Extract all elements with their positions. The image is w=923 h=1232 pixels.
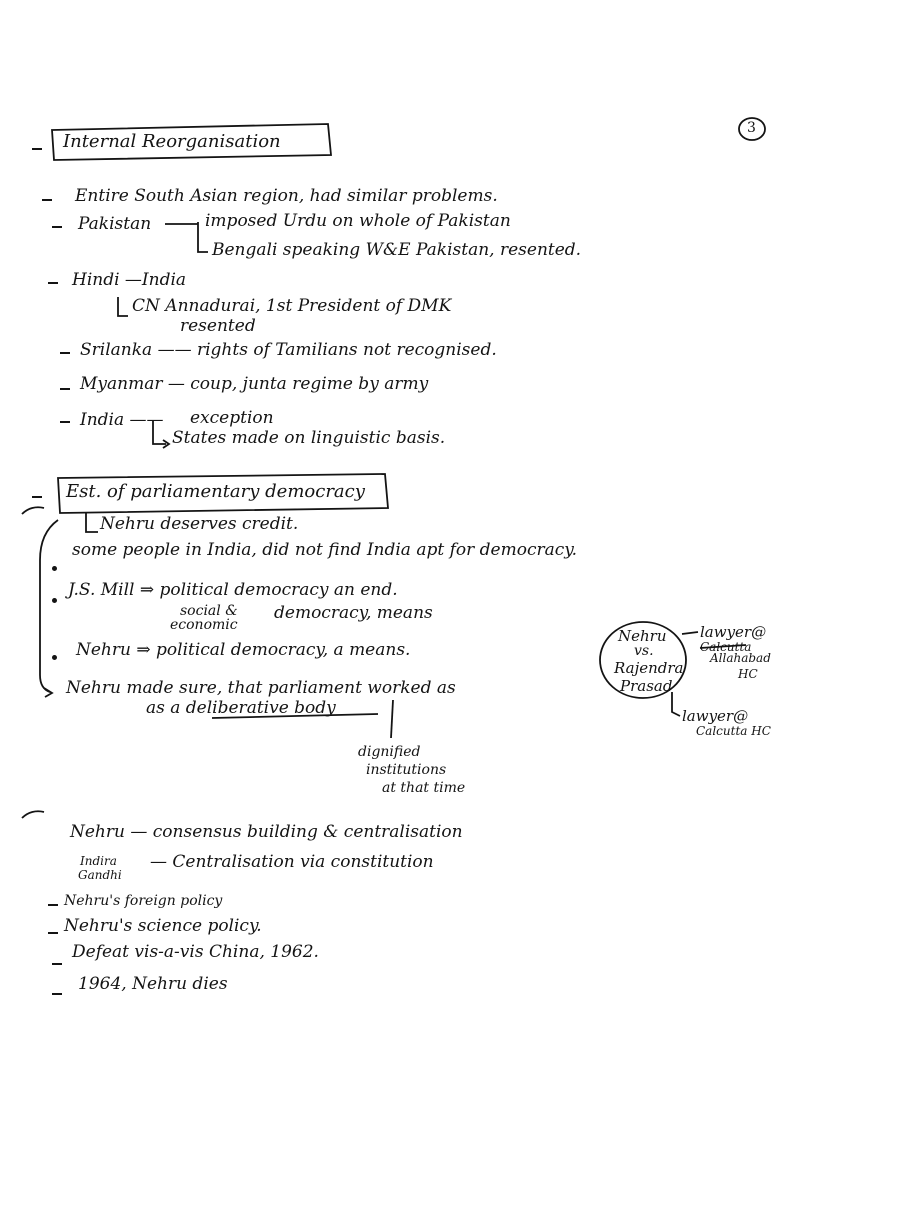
dash (48, 282, 58, 284)
dignified-2: institutions (366, 762, 447, 778)
line-south-asia: Entire South Asian region, had similar problems. (75, 186, 498, 206)
bullet-js-mill: J.S. Mill ⇒ political democracy an end. (68, 580, 398, 600)
nehru-consensus: Nehru — consensus building & centralisation (70, 822, 463, 842)
dash (52, 993, 62, 995)
dignified-connector (391, 700, 393, 738)
defeat-china: Defeat vis-a-vis China, 1962. (72, 942, 319, 962)
diagram-prasad: Prasad (620, 677, 673, 695)
nehru-credit: Nehru deserves credit. (100, 514, 299, 534)
dignified-3: at that time (382, 780, 466, 796)
dash (52, 963, 62, 965)
pakistan-sub-2: Bengali speaking W&E Pakistan, resented. (212, 240, 582, 260)
hindi-bracket (118, 297, 128, 316)
democracy-means: democracy, means (274, 603, 433, 623)
nehru-foreign-policy: Nehru's foreign policy (64, 893, 223, 909)
diagram-hc: HC (738, 667, 758, 681)
pakistan-label: Pakistan (78, 214, 152, 234)
hindi-sub: CN Annadurai, 1st President of DMK (132, 296, 452, 316)
dash (48, 932, 58, 934)
srilanka-line: Srilanka —— rights of Tamilians not recognised. (80, 340, 497, 360)
india-sub-2: States made on linguistic basis. (172, 428, 446, 448)
dash (52, 226, 62, 228)
deliberative-body: as a deliberative body (146, 698, 336, 718)
india-label: India —— (80, 410, 164, 430)
dignified-1: dignified (358, 744, 421, 760)
social-label: social & (180, 603, 238, 619)
diagram-vs: vs. (634, 643, 654, 659)
diagram-nehru: Nehru (618, 627, 667, 645)
diagram-struck-calcutta: Calcutta (700, 640, 752, 654)
india-sub-1: exception (190, 408, 274, 428)
pakistan-sub-1: imposed Urdu on whole of Pakistan (205, 211, 511, 231)
dash (42, 199, 52, 201)
diagram-right-connector (682, 632, 698, 634)
pakistan-bracket (165, 222, 208, 252)
economic-label: economic (170, 617, 238, 633)
diagram-lawyer-right: lawyer@ (700, 623, 767, 641)
hindi-label: Hindi —India (72, 270, 187, 290)
indira-centralisation: — Centralisation via constitution (150, 852, 434, 872)
bullet (52, 598, 57, 603)
dash (60, 388, 70, 390)
dash (32, 496, 42, 498)
diagram-rajendra: Rajendra (614, 659, 684, 677)
credit-bracket (86, 512, 98, 532)
diagram-calcutta-hc: Calcutta HC (696, 724, 771, 738)
bullet (52, 566, 57, 571)
dash (60, 352, 70, 354)
section-heading-internal-reorganisation: Internal Reorganisation (63, 131, 281, 152)
diagram-allahabad: Allahabad (710, 651, 771, 665)
page-number: 3 (747, 120, 756, 136)
indira-2: Gandhi (78, 868, 122, 882)
myanmar-line: Myanmar — coup, junta regime by army (80, 374, 429, 394)
nehru-dies: 1964, Nehru dies (78, 974, 228, 994)
nehru-science-policy: Nehru's science policy. (64, 916, 262, 936)
bullet-some-people: some people in India, did not find India apt for democracy. (72, 540, 578, 560)
hindi-sub-2: resented (180, 316, 256, 336)
left-brace (40, 520, 58, 697)
dash (48, 904, 58, 906)
dash (60, 421, 70, 423)
margin-mark-2 (22, 811, 44, 818)
diagram-lawyer-bottom: lawyer@ (682, 707, 749, 725)
section-heading-parliamentary-democracy: Est. of parliamentary democracy (66, 481, 365, 502)
indira-1: Indira (80, 854, 117, 868)
bullet-nehru-means: Nehru ⇒ political democracy, a means. (76, 640, 411, 660)
diagram-bottom-connector (672, 692, 680, 716)
bullet (52, 655, 57, 660)
nehru-made-sure: Nehru made sure, that parliament worked as (66, 678, 456, 698)
dash (32, 148, 42, 150)
margin-mark-1 (22, 507, 44, 514)
